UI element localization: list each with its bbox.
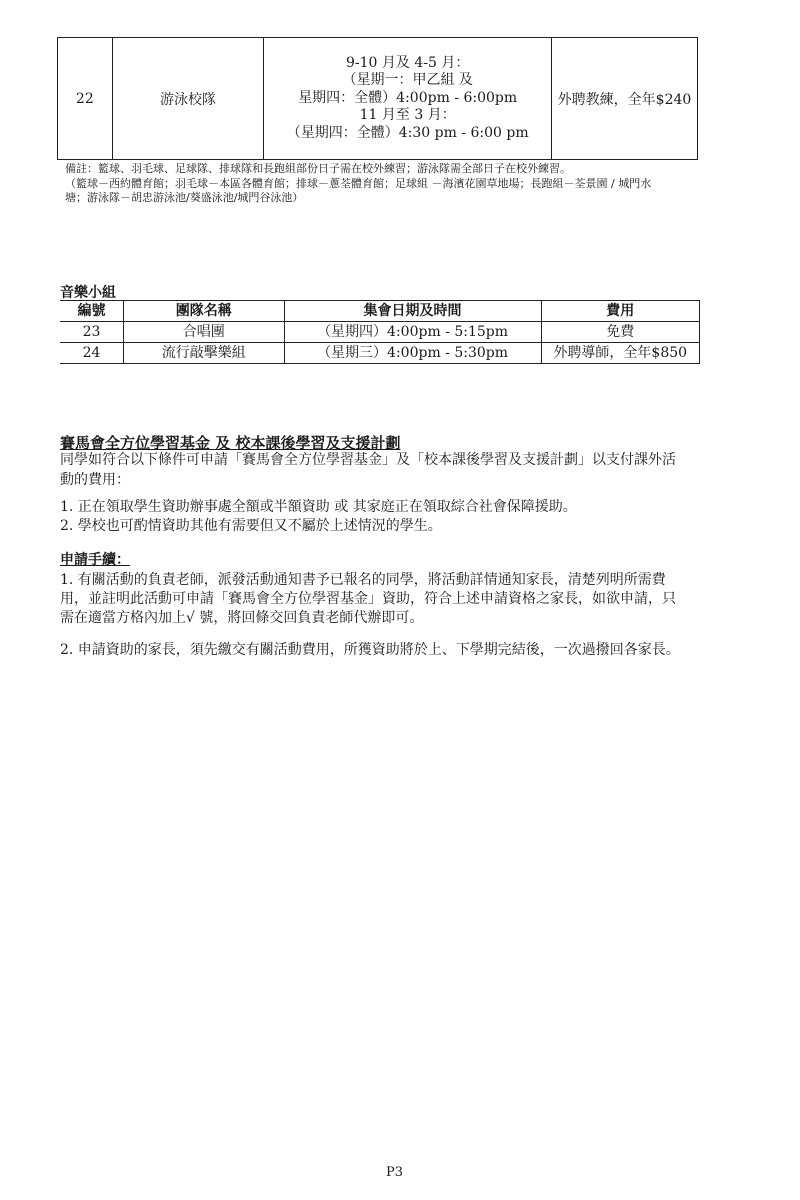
application-step: 2. 申請資助的家長，須先繳交有關活動費用，所獲資助將於上、下學期完結後，一次過撥回各家長。 <box>60 642 680 658</box>
music-group-heading: 音樂小組 <box>60 285 116 301</box>
header-fee: 費用 <box>541 301 699 322</box>
funding-heading: 賽馬會全方位學習基金 及 校本課後學習及支援計劃 <box>60 434 401 452</box>
note-line: 塘；游泳隊－胡忠游泳池/葵盛泳池/城門谷泳池） <box>65 191 304 204</box>
funding-intro-line: 同學如符合以下條件可申請「賽馬會全方位學習基金」及「校本課後學習及支援計劃」以支付課外活 <box>60 452 676 468</box>
eligibility-condition: 1. 正在領取學生資助辦事處全額或半額資助 或 其家庭正在領取綜合社會保障援助。 <box>60 499 577 515</box>
table-row <box>60 322 700 343</box>
remarks-note <box>65 162 745 206</box>
application-heading: 申請手續： <box>60 552 130 568</box>
header-schedule: 集會日期及時間 <box>284 301 541 322</box>
application-step: 用，並註明此活動可申請「賽馬會全方位學習基金」資助，符合上述申請資格之家長，如欲申請，只 <box>60 591 676 607</box>
cell-team-name: 合唱團 <box>124 322 285 343</box>
cell-fee: 免費 <box>541 322 699 343</box>
page-number: P3 <box>386 1165 404 1180</box>
schedule-line: （星期四：全體）4:30 pm - 6:00 pm <box>286 124 529 141</box>
schedule-line: 11 月至 3 月： <box>359 107 456 124</box>
note-line: （籃球－西約體育館；羽毛球－本區各體育館；排球－蔥荃體育館；足球組 －海濱花園草地場；長跑組－荃景園 / 城門水 <box>65 176 652 190</box>
schedule-line: 9-10 月及 4-5 月： <box>346 54 470 71</box>
application-step: 需在適當方格內加上√ 號，將回條交回負責老師代辦即可。 <box>60 610 424 626</box>
funding-intro-line: 動的費用： <box>60 472 130 488</box>
cell-schedule: （星期四）4:00pm - 5:15pm <box>284 322 541 343</box>
cell-fee: 外聘導師，全年$850 <box>541 343 699 364</box>
cell-number: 24 <box>60 343 124 364</box>
application-step: 1. 有關活動的負責老師，派發活動通知書予已報名的同學，將活動詳情通知家長，清楚列明所需費 <box>60 572 666 588</box>
note-line: 備註：籃球、羽毛球、足球隊、排球隊和長跑組部份日子需在校外練習；游泳隊需全部日子在校外練習。 <box>65 162 571 175</box>
item-number: 22 <box>58 38 113 160</box>
team-name: 游泳校隊 <box>112 38 264 160</box>
table-row <box>58 38 698 160</box>
table-header-row <box>60 301 700 322</box>
fee-cell: 外聘教練，全年$240 <box>551 38 697 160</box>
cell-schedule: （星期三）4:00pm - 5:30pm <box>284 343 541 364</box>
header-number: 編號 <box>60 301 124 322</box>
schedule-line: 星期四：全體）4:00pm - 6:00pm <box>298 89 518 106</box>
header-team-name: 團隊名稱 <box>124 301 285 322</box>
table-row <box>60 343 700 364</box>
eligibility-condition: 2. 學校也可酌情資助其他有需要但又不屬於上述情況的學生。 <box>60 518 442 534</box>
cell-number: 23 <box>60 322 124 343</box>
schedule-line: （星期一：甲乙組 及 <box>342 72 473 89</box>
music-group-table <box>60 300 700 364</box>
swim-team-table <box>57 37 698 160</box>
cell-team-name: 流行敲擊樂組 <box>124 343 285 364</box>
schedule-cell <box>264 38 552 160</box>
